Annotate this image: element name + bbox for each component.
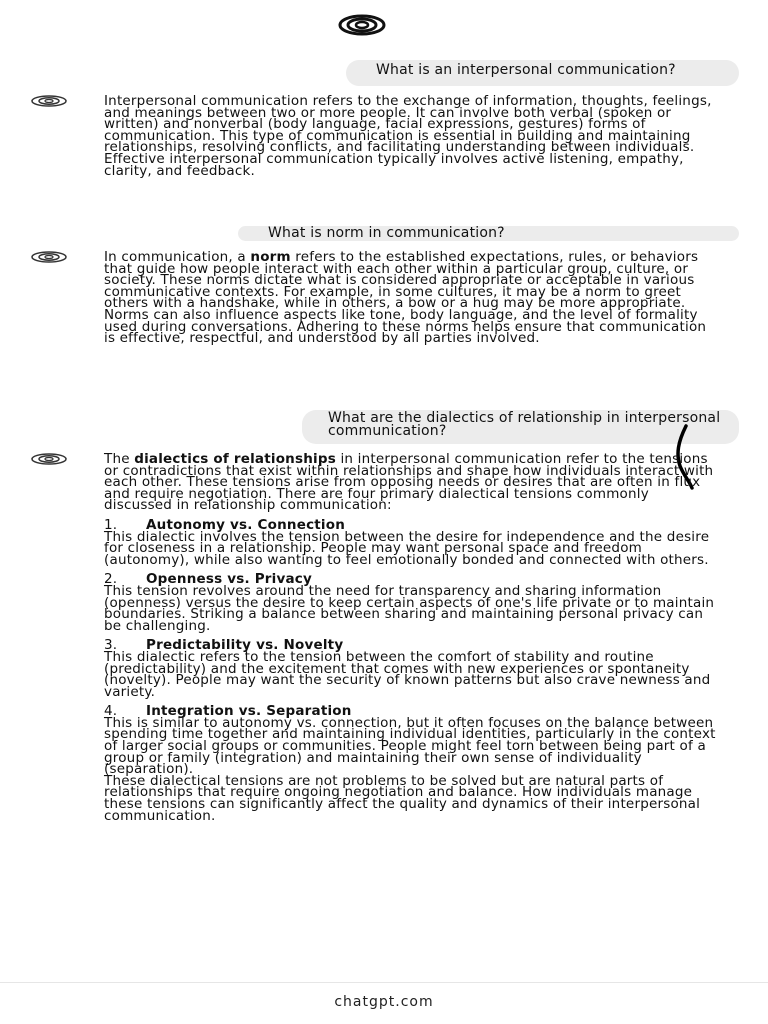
bold-term: norm <box>250 249 291 265</box>
section-body: This dialectic refers to the tension between the comfort of stability and routine (predictability) and the excitement that comes with new experiences or spontaneity (novelty). People may want the security of known patterns but also crave newness and variety. <box>104 648 711 700</box>
assistant-message-intro: The dialectics of relationships in interpersonal communication refer to the tensions or contradictions that exist within relationships and shape how individuals interact with each other. These tensions arise from opposing needs or desires that are often in flux and require negotiation. There are four primary dialectical tensions commonly discussed in relationship communication: <box>104 451 714 514</box>
assistant-avatar-icon <box>28 250 70 264</box>
section-heading: 1. Autonomy vs. Connection <box>104 516 346 533</box>
bold-term: dialectics of relationships <box>134 451 336 467</box>
section-heading: 2. Openness vs. Privacy <box>104 571 312 588</box>
assistant-message-closing: These dialectical tensions are not problems to be solved but are natural parts of relationships that require ongoing negotiation and balance. How individuals manage these tensions can significantly affect the quality and dynamics of their interpersonal communication. <box>104 772 701 824</box>
assistant-message-1 <box>104 93 716 179</box>
user-message-text: What is norm in communication? <box>268 225 505 241</box>
section-body: This dialectic involves the tension between the desire for independence and the desire for closeness in a relationship. People may want personal space and freedom (autonomy), while also wanting to feel emotionally bonded and connected with others. <box>104 528 710 568</box>
user-message-2 <box>238 226 739 241</box>
dialectic-section <box>104 637 716 700</box>
footer-domain: chatgpt.com <box>334 994 434 1010</box>
openai-logo-icon <box>336 12 388 38</box>
assistant-message-text: In communication, a norm refers to the established expectations, rules, or behaviors that guide how people interact with each other within a particular group, culture, or society. These norms dictate what is considered appropriate or acceptable in various communicative contexts. For example, in some cultures, it may be a norm to greet others with a handshake, while in others, a bow or a hug may be more appropriate. Norms can also influence aspects like tone, body language, and the level of formality used during conversations. Adhering to these norms helps ensure that communication is effective, respectful, and understood by all parties involved. <box>104 249 707 347</box>
assistant-avatar-icon <box>28 452 70 466</box>
user-message-text: What are the dialectics of relationship in interpersonal communication? <box>328 410 721 439</box>
section-body: This tension revolves around the need for transparency and sharing information (openness) versus the desire to keep certain aspects of one's life private or to maintain boundaries. Striking a balance between sharing and maintaining personal privacy can be challenging. <box>104 582 715 634</box>
user-message-text: What is an interpersonal communication? <box>376 62 676 78</box>
section-body: This is similar to autonomy vs. connection, but it often focuses on the balance between spending time together and maintaining individual identities, particularly in the context of larger social groups or communities. People might feel torn between being part of a group or family (integration) and maintaining their own sense of individuality (separation). <box>104 714 716 778</box>
dialectic-section <box>104 516 716 568</box>
section-heading: 4. Integration vs. Separation <box>104 703 352 720</box>
assistant-avatar-icon <box>28 94 70 108</box>
assistant-message-3 <box>104 451 716 824</box>
user-message-1 <box>346 60 739 86</box>
footer-divider <box>0 982 768 983</box>
section-heading: 3. Predictability vs. Novelty <box>104 637 344 654</box>
assistant-message-text: Interpersonal communication refers to the exchange of information, thoughts, feelings, and meanings between two or more people. It can involve both verbal (spoken or written) and nonverbal (body language, facial expressions, gestures) forms of communication. This type of communication is essential in building and maintaining relationships, resolving conflicts, and facilitating understanding between individuals. Effective interpersonal communication typically involves active listening, empathy, clarity, and feedback. <box>104 93 712 179</box>
dialectic-section <box>104 571 716 634</box>
dialectic-section <box>104 703 716 778</box>
assistant-message-2 <box>104 249 716 347</box>
